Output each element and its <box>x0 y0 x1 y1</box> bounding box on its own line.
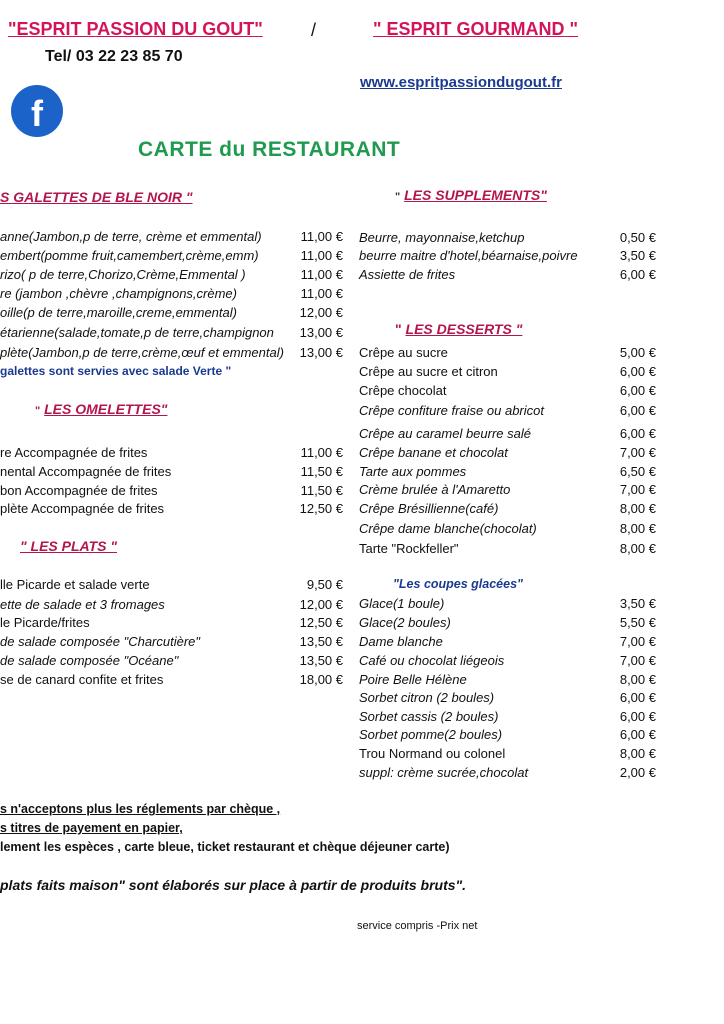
section-coupes-heading: "Les coupes glacées" <box>393 577 523 591</box>
galettes-item-name: étarienne(salade,tomate,p de terre,champignon <box>0 325 274 340</box>
galettes-item-price: 11,00 € <box>300 248 343 263</box>
plats-item-price: 9,50 € <box>306 577 343 592</box>
coupes-item-name: Trou Normand ou colonel <box>359 746 506 761</box>
supplements-item-name: beurre maitre d'hotel,béarnaise,poivre <box>359 248 578 263</box>
supplements-item-price: 3,50 € <box>619 248 656 263</box>
coupes-item-name: Glace(1 boule) <box>359 596 445 611</box>
brand-left: "ESPRIT PASSION DU GOUT" <box>8 19 263 39</box>
coupes-item-price: 7,00 € <box>619 634 656 649</box>
desserts-item-price: 7,00 € <box>619 445 656 460</box>
desserts-item-price: 6,00 € <box>619 383 656 398</box>
website-link[interactable]: www.espritpassiondugout.fr <box>360 74 562 91</box>
homemade-statement: plats faits maison" sont élaborés sur place à partir de produits bruts". <box>0 877 467 893</box>
section-desserts-label: LES DESSERTS " <box>405 321 523 337</box>
galettes-item-price: 12,00 € <box>299 305 343 320</box>
galettes-item-price: 11,00 € <box>300 286 343 301</box>
omelettes-item-name: re Accompagnée de frites <box>0 445 148 460</box>
omelettes-item-price: 12,50 € <box>299 501 343 516</box>
galettes-item-name: oille(p de terre,maroille,creme,emmental) <box>0 305 237 320</box>
supplements-item-price: 0,50 € <box>619 230 656 245</box>
section-supplements-heading <box>395 187 547 203</box>
coupes-item-name: Dame blanche <box>359 634 443 649</box>
page-title: CARTE du RESTAURANT <box>138 138 401 161</box>
coupes-item-price: 6,00 € <box>619 727 656 742</box>
desserts-item-price: 6,00 € <box>619 403 656 418</box>
plats-item-price: 12,00 € <box>299 597 343 612</box>
plats-item-name: se de canard confite et frites <box>0 672 164 687</box>
galettes-note: galettes sont servies avec salade Verte " <box>0 364 232 378</box>
omelettes-item-name: nental Accompagnée de frites <box>0 464 172 479</box>
payment-line-3: lement les espèces , carte bleue, ticket restaurant et chèque déjeuner carte) <box>0 840 450 854</box>
omelettes-item-price: 11,50 € <box>300 483 343 498</box>
desserts-item-name: Crème brulée à l'Amaretto <box>359 482 511 497</box>
phone-number: Tel/ 03 22 23 85 70 <box>45 48 183 65</box>
desserts-item-name: Tarte "Rockfeller" <box>359 541 459 556</box>
desserts-quote: " <box>395 321 402 337</box>
desserts-item-price: 6,00 € <box>619 426 656 441</box>
payment-line-1: s n'acceptons plus les réglements par chèque , <box>0 802 281 816</box>
desserts-item-price: 8,00 € <box>619 521 656 536</box>
brand-right: " ESPRIT GOURMAND " <box>373 19 579 39</box>
facebook-icon[interactable]: f <box>11 85 63 137</box>
coupes-item-price: 8,00 € <box>619 746 656 761</box>
plats-item-name: de salade composée "Océane" <box>0 653 179 668</box>
galettes-item-price: 13,00 € <box>299 325 343 340</box>
desserts-item-name: Crêpe banane et chocolat <box>359 445 508 460</box>
desserts-item-price: 5,00 € <box>619 345 656 360</box>
desserts-item-name: Crêpe confiture fraise ou abricot <box>359 403 544 418</box>
plats-item-price: 18,00 € <box>299 672 343 687</box>
coupes-item-name: Sorbet citron (2 boules) <box>359 690 495 705</box>
desserts-item-price: 7,00 € <box>619 482 656 497</box>
payment-line-2: s titres de payement en papier, <box>0 821 183 835</box>
supplements-quote: " <box>395 191 401 203</box>
omelettes-item-name: bon Accompagnée de frites <box>0 483 158 498</box>
coupes-item-price: 6,00 € <box>619 709 656 724</box>
section-plats-label: " LES PLATS " <box>20 538 118 554</box>
coupes-item-price: 5,50 € <box>619 615 656 630</box>
coupes-item-name: Sorbet pomme(2 boules) <box>359 727 503 742</box>
desserts-item-price: 8,00 € <box>619 541 656 556</box>
desserts-item-name: Crêpe au sucre <box>359 345 448 360</box>
galettes-item-price: 11,00 € <box>300 267 343 282</box>
coupes-item-price: 8,00 € <box>619 672 656 687</box>
galettes-item-name: plète(Jambon,p de terre,crème,œuf et emmental) <box>0 345 284 360</box>
omelettes-item-price: 11,50 € <box>300 464 343 479</box>
coupes-item-name: Sorbet cassis (2 boules) <box>359 709 499 724</box>
service-note: service compris -Prix net <box>357 920 478 932</box>
desserts-item-name: Crêpe Brésillienne(café) <box>359 501 499 516</box>
desserts-item-price: 6,50 € <box>619 464 656 479</box>
desserts-item-price: 8,00 € <box>619 501 656 516</box>
coupes-item-name: suppl: crème sucrée,chocolat <box>359 765 529 780</box>
galettes-item-price: 13,00 € <box>299 345 343 360</box>
desserts-item-price: 6,00 € <box>619 364 656 379</box>
coupes-item-name: Glace(2 boules) <box>359 615 451 630</box>
brand-separator: / <box>311 20 317 40</box>
coupes-item-price: 2,00 € <box>619 765 656 780</box>
omelettes-item-name: plète Accompagnée de frites <box>0 501 165 516</box>
section-galettes-heading <box>0 189 193 205</box>
galettes-item-name: embert(pomme fruit,camembert,crème,emm) <box>0 248 259 263</box>
desserts-item-name: Crêpe au sucre et citron <box>359 364 498 379</box>
desserts-item-name: Crêpe chocolat <box>359 383 447 398</box>
supplements-item-name: Beurre, mayonnaise,ketchup <box>359 230 525 245</box>
omelettes-quote: " <box>35 405 41 417</box>
section-omelettes-label: LES OMELETTES" <box>44 401 168 417</box>
plats-item-price: 13,50 € <box>299 634 343 649</box>
section-supplements-label: LES SUPPLEMENTS" <box>404 187 547 203</box>
plats-item-name: le Picarde/frites <box>0 615 90 630</box>
galettes-item-name: anne(Jambon,p de terre, crème et emmental) <box>0 229 262 244</box>
desserts-item-name: Tarte aux pommes <box>359 464 467 479</box>
coupes-item-name: Café ou chocolat liégeois <box>359 653 505 668</box>
plats-item-name: lle Picarde et salade verte <box>0 577 150 592</box>
coupes-item-price: 3,50 € <box>619 596 656 611</box>
supplements-item-name: Assiette de frites <box>359 267 456 282</box>
plats-item-name: de salade composée "Charcutière" <box>0 634 201 649</box>
galettes-item-name: rizo( p de terre,Chorizo,Crème,Emmental ) <box>0 267 246 282</box>
plats-item-name: ette de salade et 3 fromages <box>0 597 165 612</box>
galettes-item-price: 11,00 € <box>300 229 343 244</box>
omelettes-item-price: 11,00 € <box>300 445 343 460</box>
plats-item-price: 13,50 € <box>299 653 343 668</box>
section-desserts-heading <box>395 321 522 337</box>
section-plats-heading <box>20 538 117 554</box>
coupes-item-name: Poire Belle Hélène <box>359 672 467 687</box>
plats-item-price: 12,50 € <box>299 615 343 630</box>
coupes-item-price: 6,00 € <box>619 690 656 705</box>
section-omelettes-heading <box>35 401 167 417</box>
coupes-item-price: 7,00 € <box>619 653 656 668</box>
galettes-item-name: re (jambon ,chèvre ,champignons,crème) <box>0 286 237 301</box>
desserts-item-name: Crêpe au caramel beurre salé <box>359 426 531 441</box>
supplements-item-price: 6,00 € <box>619 267 656 282</box>
section-galettes-label: S GALETTES DE BLE NOIR " <box>0 189 193 205</box>
desserts-item-name: Crêpe dame blanche(chocolat) <box>359 521 537 536</box>
